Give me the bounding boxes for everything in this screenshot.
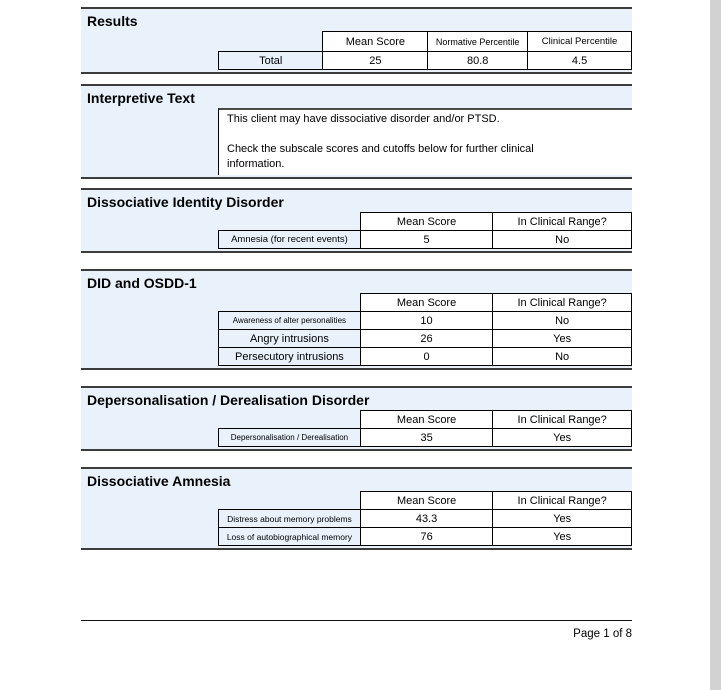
column-header: Mean Score: [360, 411, 492, 429]
score-table: [218, 31, 632, 70]
section-title: Results: [87, 13, 138, 29]
column-header: Clinical Percentile: [528, 32, 632, 52]
table-row: [219, 330, 632, 348]
subscale-table: [218, 410, 632, 447]
section-interpretive-text: [81, 84, 632, 179]
column-header: Mean Score: [360, 294, 492, 312]
score-cell: 43.3: [360, 510, 492, 528]
section-subscale: [81, 467, 632, 550]
column-header: Mean Score: [360, 492, 492, 510]
score-cell: 25: [323, 52, 428, 70]
page-number: Page 1 of 8: [573, 628, 632, 640]
header-spacer: [219, 492, 361, 510]
score-cell: 26: [360, 330, 492, 348]
header-row: [219, 492, 632, 510]
header-spacer: [219, 411, 361, 429]
column-header: In Clinical Range?: [493, 294, 632, 312]
score-cell: 5: [360, 231, 492, 249]
section-title: Dissociative Identity Disorder: [87, 194, 284, 210]
table-row: [219, 429, 632, 447]
score-cell: No: [493, 231, 632, 249]
column-header: In Clinical Range?: [493, 213, 632, 231]
score-cell: 35: [360, 429, 492, 447]
subscale-table: [218, 293, 632, 366]
score-cell: Yes: [493, 330, 632, 348]
table-row: [219, 231, 632, 249]
row-label: Total: [219, 52, 323, 70]
row-label: Depersonalisation / Derealisation: [219, 429, 361, 447]
header-row: [219, 411, 632, 429]
header-spacer: [219, 294, 361, 312]
row-label: Persecutory intrusions: [219, 348, 361, 366]
header-spacer: [219, 213, 361, 231]
table-row: [219, 52, 632, 70]
table-row: [219, 348, 632, 366]
score-cell: Yes: [493, 429, 632, 447]
section-title: Dissociative Amnesia: [87, 473, 231, 489]
header-row: [219, 32, 632, 52]
column-header: Mean Score: [323, 32, 428, 52]
column-header: In Clinical Range?: [493, 411, 632, 429]
header-row: [219, 213, 632, 231]
score-cell: No: [493, 348, 632, 366]
section-results: [81, 7, 632, 74]
table-row: [219, 510, 632, 528]
section-subscale: [81, 188, 632, 253]
score-cell: 0: [360, 348, 492, 366]
subscale-sections: [81, 188, 632, 550]
section-subscale: [81, 386, 632, 451]
interpretive-paragraph: Check the subscale scores and cutoffs below for further clinical information.: [227, 142, 534, 170]
row-label: Awareness of alter personalities: [219, 312, 361, 330]
results-table: [218, 31, 632, 70]
score-cell: No: [493, 312, 632, 330]
subscale-table: [218, 491, 632, 546]
score-cell: 10: [360, 312, 492, 330]
subscale-table: [218, 212, 632, 249]
column-header: In Clinical Range?: [493, 492, 632, 510]
row-label: Angry intrusions: [219, 330, 361, 348]
section-title: DID and OSDD-1: [87, 275, 197, 291]
interpretive-textbox: [218, 108, 632, 175]
column-header: Mean Score: [360, 213, 492, 231]
score-cell: Yes: [493, 528, 632, 546]
score-cell: 4.5: [528, 52, 632, 70]
row-label: Loss of autobiographical memory: [219, 528, 361, 546]
score-cell: 76: [360, 528, 492, 546]
interpretive-paragraph: This client may have dissociative disorder and/or PTSD.: [227, 113, 500, 125]
row-label: Amnesia (for recent events): [219, 231, 361, 249]
score-table: [218, 410, 632, 447]
report-document: [81, 7, 632, 640]
table-row: [219, 528, 632, 546]
header-row: [219, 294, 632, 312]
score-table: [218, 212, 632, 249]
section-subscale: [81, 269, 632, 370]
score-table: [218, 293, 632, 366]
score-cell: Yes: [493, 510, 632, 528]
score-cell: 80.8: [428, 52, 528, 70]
section-title: Interpretive Text: [87, 90, 195, 106]
header-spacer: [219, 32, 323, 52]
row-label: Distress about memory problems: [219, 510, 361, 528]
score-table: [218, 491, 632, 546]
scrollbar-track[interactable]: [710, 0, 721, 690]
column-header: Normative Percentile: [428, 32, 528, 52]
table-row: [219, 312, 632, 330]
section-title: Depersonalisation / Derealisation Disorder: [87, 392, 370, 408]
